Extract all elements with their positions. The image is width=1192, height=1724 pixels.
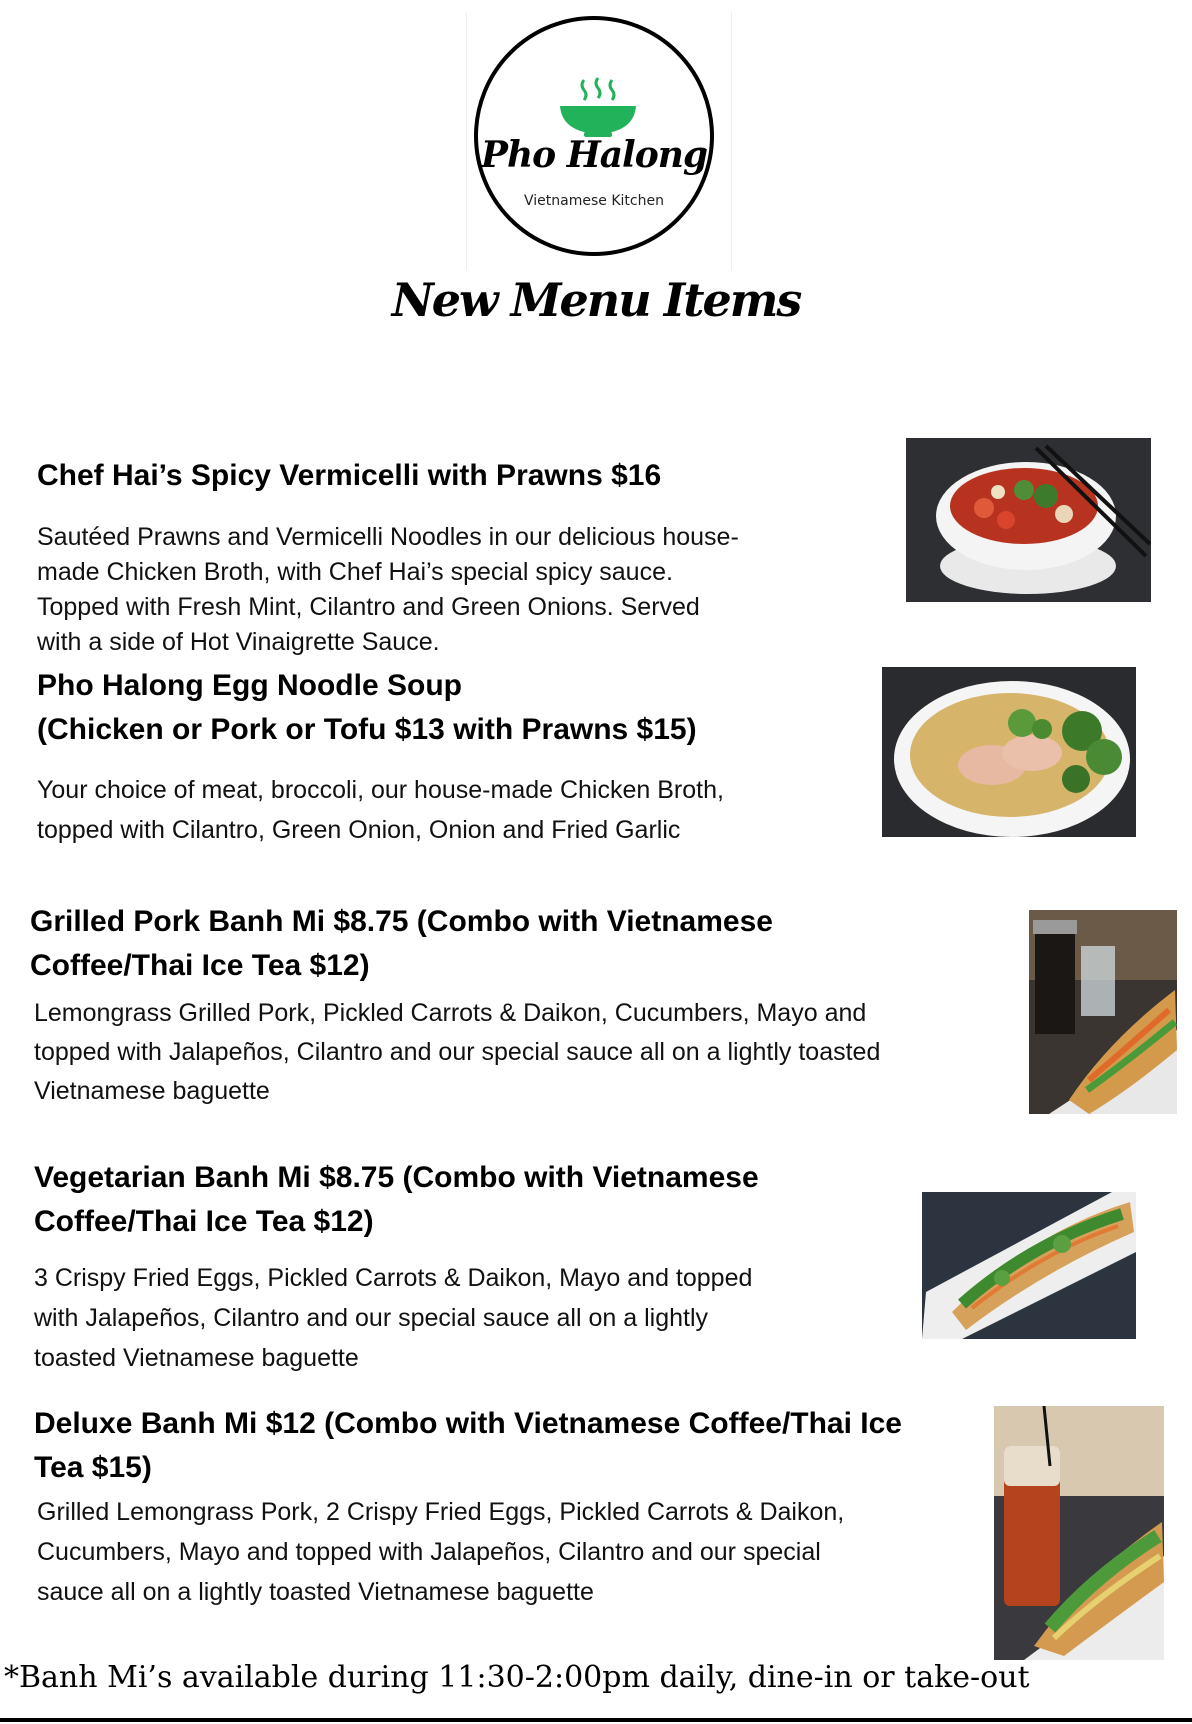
item-desc-line: Your choice of meat, broccoli, our house-made Chicken Broth, — [37, 776, 724, 804]
item-desc-line: made Chicken Broth, with Chef Hai’s special spicy sauce. — [37, 558, 673, 586]
item-description — [34, 1492, 902, 1612]
item-desc-line: topped with Cilantro, Green Onion, Onion and Fried Garlic — [37, 816, 681, 844]
item-description — [37, 520, 739, 660]
item-title-line: Pho Halong Egg Noodle Soup — [37, 669, 462, 702]
item-title-line: Deluxe Banh Mi $12 (Combo with Vietnamese Coffee/Thai Ice — [34, 1407, 902, 1440]
soup-bowl-icon — [558, 72, 638, 138]
item-desc-line: toasted Vietnamese baguette — [34, 1344, 359, 1372]
item-desc-line: sauce all on a lightly toasted Vietnamese baguette — [37, 1578, 594, 1606]
item-description — [37, 770, 724, 850]
logo-tagline: Vietnamese Kitchen — [524, 193, 664, 209]
item-title — [34, 1156, 759, 1244]
spicy-vermicelli-photo — [906, 438, 1151, 602]
item-title-line: Coffee/Thai Ice Tea $12) — [30, 949, 370, 982]
page-title: New Menu Items — [391, 273, 801, 327]
menu-item-egg-noodle-soup — [37, 664, 724, 850]
item-title — [34, 1402, 902, 1490]
item-desc-line: Vietnamese baguette — [34, 1077, 270, 1105]
item-desc-line: with a side of Hot Vinaigrette Sauce. — [37, 628, 440, 656]
menu-item-vegetarian-banh-mi — [34, 1156, 759, 1378]
item-desc-line: Sautéed Prawns and Vermicelli Noodles in our delicious house- — [37, 523, 739, 551]
item-title — [37, 454, 739, 498]
menu-item-deluxe-banh-mi — [34, 1402, 902, 1612]
item-title — [30, 900, 880, 988]
egg-noodle-soup-photo — [882, 667, 1136, 837]
item-desc-line: Lemongrass Grilled Pork, Pickled Carrots & Daikon, Cucumbers, Mayo and — [34, 999, 867, 1027]
item-desc-line: Grilled Lemongrass Pork, 2 Crispy Fried Eggs, Pickled Carrots & Daikon, — [37, 1498, 845, 1526]
bottom-rule — [0, 1718, 1192, 1722]
grilled-pork-banh-mi-photo — [1029, 910, 1177, 1114]
item-desc-line: with Jalapeños, Cilantro and our special sauce all on a lightly — [34, 1304, 708, 1332]
item-title-line: Chef Hai’s Spicy Vermicelli with Prawns $16 — [37, 459, 662, 492]
vegetarian-banh-mi-photo — [922, 1192, 1136, 1339]
item-title-line: Tea $15) — [34, 1451, 152, 1484]
item-description — [30, 994, 880, 1111]
item-desc-line: Topped with Fresh Mint, Cilantro and Green Onions. Served — [37, 593, 700, 621]
menu-item-spicy-vermicelli — [37, 454, 739, 660]
logo-name: Pho Halong — [480, 134, 708, 176]
deluxe-banh-mi-photo — [994, 1406, 1164, 1660]
item-title-line: (Chicken or Pork or Tofu $13 with Prawns $15) — [37, 713, 697, 746]
item-title-line: Grilled Pork Banh Mi $8.75 (Combo with Vietnamese — [30, 905, 773, 938]
item-desc-line: topped with Jalapeños, Cilantro and our special sauce all on a lightly toasted — [34, 1038, 881, 1066]
footnote: *Banh Mi’s available during 11:30-2:00pm daily, dine-in or take-out — [4, 1660, 1030, 1695]
item-description — [34, 1258, 759, 1378]
item-title-line: Vegetarian Banh Mi $8.75 (Combo with Vietnamese — [34, 1161, 759, 1194]
item-desc-line: 3 Crispy Fried Eggs, Pickled Carrots & Daikon, Mayo and topped — [34, 1264, 753, 1292]
item-desc-line: Cucumbers, Mayo and topped with Jalapeños, Cilantro and our special — [37, 1538, 821, 1566]
menu-item-grilled-pork-banh-mi — [30, 900, 880, 1111]
item-title — [37, 664, 724, 752]
item-title-line: Coffee/Thai Ice Tea $12) — [34, 1205, 374, 1238]
